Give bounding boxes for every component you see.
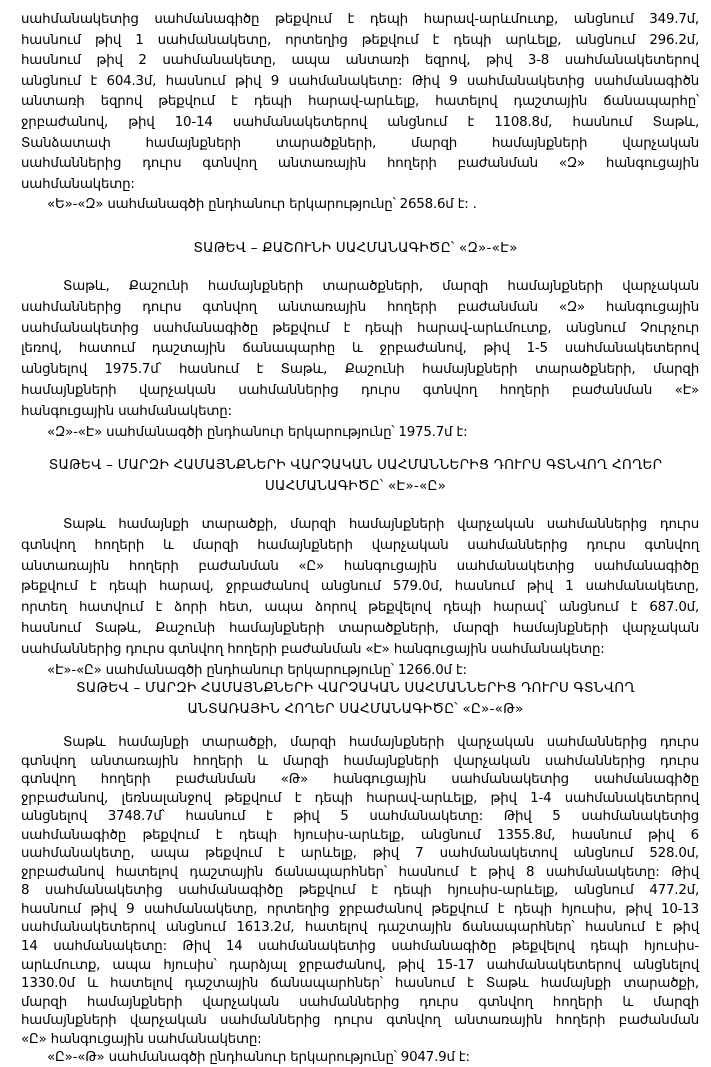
text-line: սահմաններից դուրս գտնվող անտառային հողերի բաժանման «Զ» հանգուցային xyxy=(21,300,699,315)
text-line: Տաթև համայնքի տարածքի, մարզի համայնքների վարչական սահմաններից դուրս xyxy=(63,735,699,750)
text-line: սահմանակետից սահմանագիծը թեքվում է դեպի հարավ-արևմուտք, անցնում 349.7մ, xyxy=(21,12,699,27)
text-line: «Ը» հանգուցային սահմանակետը: xyxy=(21,1032,262,1047)
section-heading: ՏԱԹԵՎ – ՄԱՐԶԻ ՀԱՄԱՅՆՔՆԵՐԻ ՎԱՐՉԱԿԱՆ ՍԱՀՄԱՆՆԵՐԻՑ ԴՈՒՐՍ ԳՏՆՎՈՂ ՀՈՂԵՐ xyxy=(48,457,663,473)
text-line: արևմուտք, ապա հյուսիս՝ դարձյալ ջրբաժանով, թիվ 15-17 սահմանակետերով անցնելով xyxy=(21,958,699,973)
text-line: սահմանակետերով անցնում 1613.2մ, հատելով դաշտային ճանապարհներ՝ հասնում է թիվ xyxy=(21,920,699,935)
text-line: անցնելով 1975.7մ՝ հասնում է Տաթև, Քաշունի համայնքների տարածքների, մարզի xyxy=(21,362,699,377)
text-line: 1330.0մ և հատելով դաշտային ճանապարհներ՝ հասնում է Տաթև համայնքի տարածքի, xyxy=(21,976,699,991)
text-line: հասնում թիվ 2 սահմանակետը, ապա անտառի եզրով, թիվ 3-8 սահմանակետերով xyxy=(21,53,699,68)
section-summary: «Ե»-«Զ» սահմանագծի ընդհանուր երկարությունը՝ 2658.6մ է: . xyxy=(47,197,477,212)
text-line: սահմանակետից սահմանագիծը թեքվում է դեպի հարավ-արևմուտք, անցնում Չուրչուր xyxy=(21,321,699,336)
text-line: անտառի եզրով թեքվում է դեպի հարավ-արևելք, հատելով դաշտային ճանապարհը՝ xyxy=(21,94,699,109)
section-summary: «Է»-«Ը» սահմանագծի ընդհանուր երկարությունը՝ 1266.0մ է: xyxy=(47,663,467,678)
section-summary: «Զ»-«Է» սահմանագծի ընդհանուր երկարությունը՝ 1975.7մ է: xyxy=(47,425,468,440)
text-line: ջրբաժանով, լեռնալանջով թեքվում է դեպի հարավ-արևելք, թիվ 1-4 սահմանակետերով xyxy=(21,791,699,806)
text-line: Տանձատափ համայնքների տարածքների, մարզի համայնքների վարչական xyxy=(21,136,699,151)
text-line: մարզի համայնքների վարչական սահմաններից դուրս գտնվող հողերի և մարզի xyxy=(21,995,699,1010)
section-summary: «Ը»-«Թ» սահմանագծի ընդհանուր երկարությունը՝ 9047.9մ է: xyxy=(47,1050,470,1065)
text-line: ջրբաժանով, թիվ 10-14 սահմանակետերով անցնում է 1108.8մ, հասնում Տաթև, xyxy=(21,115,699,130)
text-line: գտնվող հողերի բաժանման «Թ» հանգուցային սահմանակետից սահմանագիծը xyxy=(21,772,699,787)
text-line: թեքվում է դեպի հարավ, ջրբաժանով անցնում 579.0մ, հասնում թիվ 1 սահմանակետը, xyxy=(21,579,699,594)
text-line: ջրբաժանով հատելով դաշտային ճանապարհներ՝ հասնում է թիվ 8 սահմանակետը: Թիվ xyxy=(21,865,699,880)
text-line: Տաթև համայնքի տարածքի, մարզի համայնքների վարչական սահմաններից դուրս xyxy=(63,517,699,532)
text-line: գտնվող անտառային հողերի և մարզի համայնքների վարչական սահմաններից դուրս xyxy=(21,754,699,769)
text-line: համայնքների վարչական սահմաններից դուրս գտնվող անտառային հողերի բաժանման xyxy=(21,1013,699,1028)
text-line: լեռով, հատում դաշտային ճանապարհը և ջրբաժանով, թիվ 1-5 սահմանակետերով xyxy=(21,341,699,356)
text-line: սահմանակետը, ապա թեքվում է արևելք, թիվ 7 սահմանակետով անցնում 528.0մ, xyxy=(21,846,699,861)
text-line: սահմաններից դուրս գտնվող անտառային հողերի բաժանման «Զ» հանգուցային xyxy=(21,156,699,171)
text-line: սահմանակետը: xyxy=(21,177,135,192)
section-heading: ՍԱՀՄԱՆԱԳԻԾԸ՝ «Է»-«Ը» xyxy=(264,478,447,494)
text-line: որտեղ հատվում է ձորի հետ, ապա ձորով թեքվելով դեպի հարավ՝ անցնում է 687.0մ, xyxy=(21,600,699,615)
text-line: անտառային հողերի բաժանման «Ը» հանգուցային սահմանակետից սահմանագիծը xyxy=(21,559,699,574)
text-line: Տաթև, Քաշունի համայնքների տարածքների, մարզի համայնքների վարչական xyxy=(63,279,699,294)
text-line: հանգուցային սահմանակետը: xyxy=(21,404,232,419)
text-line: հասնում Տաթև, Քաշունի համայնքների տարածքների, մարզի համայնքների վարչական xyxy=(21,621,699,636)
text-line: 8 սահմանակետից սահմանագիծը թեքվում է դեպի հյուսիս-արևելք, անցնում 477.2մ, xyxy=(21,883,699,898)
text-line: անցնելով 3748.7մ՝ հասնում է թիվ 5 սահմանակետը: Թիվ 5 սահմանակետից xyxy=(21,809,699,824)
text-line: հասնում թիվ 9 սահմանակետը, որտեղից ջրբաժանով թեքվում է դեպի հյուսիս, թիվ 10-13 xyxy=(21,902,699,917)
text-line: 14 սահմանակետը: Թիվ 14 սահմանակետից սահմանագիծը թեքվելով դեպի հյուսիս- xyxy=(21,939,699,954)
text-line: գտնվող հողերի և մարզի համայնքների վարչական սահմաններից դուրս գտնվող xyxy=(21,538,699,553)
section-heading: ՏԱԹԵՎ – ՄԱՐԶԻ ՀԱՄԱՅՆՔՆԵՐԻ ՎԱՐՉԱԿԱՆ ՍԱՀՄԱՆՆԵՐԻՑ ԴՈՒՐՍ ԳՏՆՎՈՂ xyxy=(76,680,635,696)
section-heading: ԱՆՏԱՌԱՅԻՆ ՀՈՂԵՐ ՍԱՀՄԱՆԱԳԻԾԸ՝ «Ը»-«Թ» xyxy=(187,701,524,717)
section-heading: ՏԱԹԵՎ – ՔԱՇՈՒՆԻ ՍԱՀՄԱՆԱԳԻԾԸ՝ «Զ»-«Է» xyxy=(193,240,518,256)
text-line: սահմաններից դուրս գտնվող հողերի բաժանման «Է» հանգուցային սահմանակետը: xyxy=(21,642,605,657)
text-line: անցնում է 604.3մ, հասնում թիվ 9 սահմանակետը: Թիվ 9 սահմանակետից սահմանագիծն xyxy=(21,74,699,89)
text-line: հասնում թիվ 1 սահմանակետը, որտեղից թեքվում է դեպի արևելք, անցնում 296.2մ, xyxy=(21,33,699,48)
text-line: համայնքների վարչական սահմաններից դուրս գտնվող հողերի բաժանման «Է» xyxy=(21,383,699,398)
text-line: սահմանագիծը թեքվում է դեպի հյուսիս-արևելք, անցնում 1355.8մ, հասնում թիվ 6 xyxy=(21,828,699,843)
